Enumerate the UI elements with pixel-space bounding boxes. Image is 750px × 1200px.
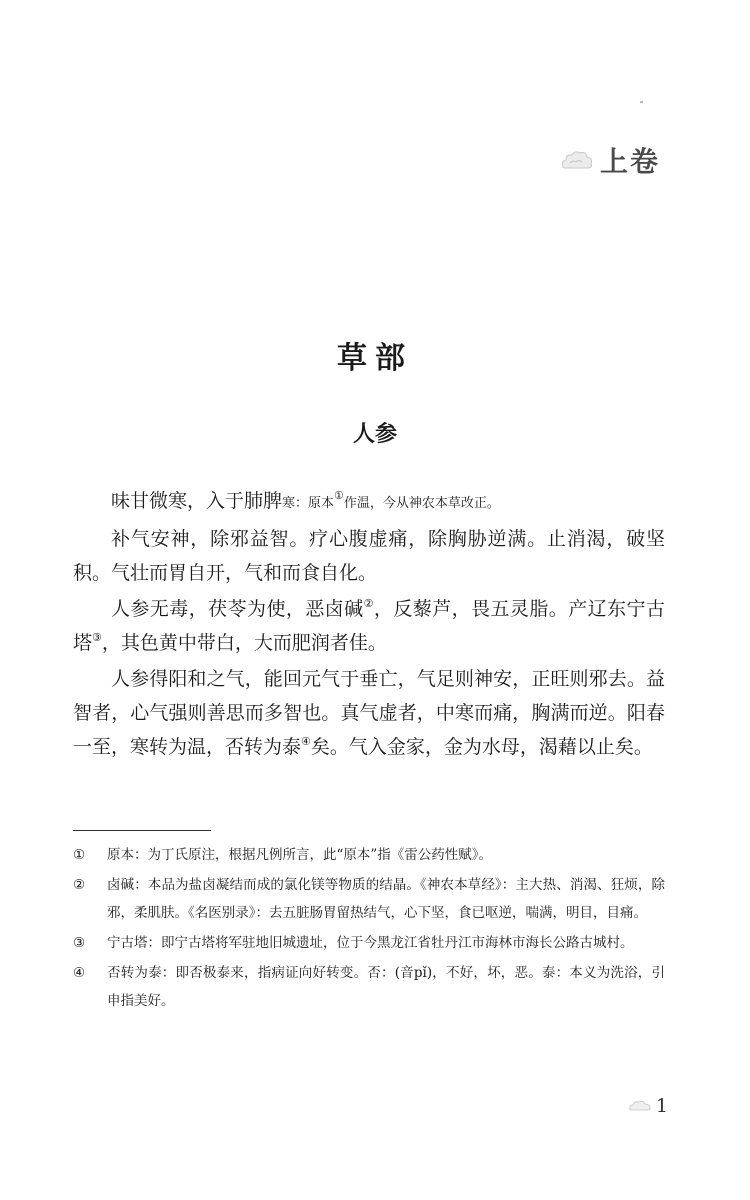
footnote-item (73, 959, 665, 1015)
footnote-item (73, 871, 665, 927)
footnote-number: ① (73, 847, 86, 863)
footnote-ref-4: ④ (301, 735, 311, 748)
paragraph-text: 矣。气入金家，金为水母，渴藉以止矣。 (310, 736, 653, 758)
cloud-ornament-icon (560, 149, 594, 171)
paragraph-1 (73, 484, 665, 521)
footnote-ref-2: ② (363, 597, 374, 610)
cloud-ornament-icon (628, 1100, 652, 1112)
footnotes (73, 841, 665, 1017)
body-text (73, 484, 665, 764)
paragraph-text: 味甘微寒，入于肺脾 (111, 490, 283, 512)
volume-title: 上卷 (599, 145, 660, 178)
paragraph-2: 补气安神，除邪益智。疗心腹虚痛，除胸胁逆满。止消渴，破坚积。气壮而胃自开，气和而食自化。 (73, 528, 665, 584)
footnote-rule (73, 830, 211, 831)
inline-note: 寒：原本 (282, 496, 335, 511)
paragraph-4 (73, 662, 665, 764)
inline-note-continued: 作温，今从神农本草改正。 (343, 496, 500, 511)
footnote-text: 宁古塔：即宁古塔将军驻地旧城遗址，位于今黑龙江省牡丹江市海林市海长公路古城村。 (107, 935, 634, 951)
page-number: 1 (655, 1095, 668, 1117)
page-footer (628, 1095, 668, 1117)
paragraph-text: 人参无毒，茯苓为使，恶卤碱 (111, 598, 364, 620)
section-title: 草部 (337, 341, 413, 376)
paragraph-text: 人参得阳和之气，能回元气于垂亡，气足则神安，正旺则邪去。益智者，心气强则善思而多智也。真气虚者，中寒而痛，胸满而逆。阳春一至，寒转为温，否转为泰 (73, 668, 665, 758)
paragraph-text: ，其色黄中带白，大而肥润者佳。 (101, 632, 387, 654)
footnote-item (73, 929, 665, 957)
footnote-text: 卤碱：本品为盐卤凝结而成的氯化镁等物质的结晶。《神农本草经》：主大热、消渴、狂烦，除邪，柔肌肤。《名医别录》：去五脏肠胃留热结气，心下坚，食已呕逆，喘满，明目，目痛。 (107, 877, 665, 921)
paragraph-text: ，反藜芦，畏五灵脂。产辽东宁古塔 (73, 598, 665, 654)
footnote-ref-1: ① (334, 489, 344, 502)
footnote-number: ③ (73, 935, 86, 951)
paragraph-3 (73, 592, 665, 660)
footnote-text: 否转为泰：即否极泰来，指病证向好转变。否：(音pǐ)，不好，坏，恶。泰：本义为洗浴，引申指美好。 (107, 965, 665, 1009)
footnote-item (73, 841, 665, 869)
entry-title: 人参 (352, 422, 397, 447)
footnote-number: ② (73, 877, 86, 893)
volume-header (560, 140, 660, 180)
footnote-number: ④ (73, 965, 86, 981)
corner-mark (640, 101, 643, 103)
footnote-ref-3: ③ (92, 631, 102, 644)
footnote-text: 原本：为丁氏原注，根据凡例所言，此“原本”指《雷公药性赋》。 (107, 847, 493, 863)
